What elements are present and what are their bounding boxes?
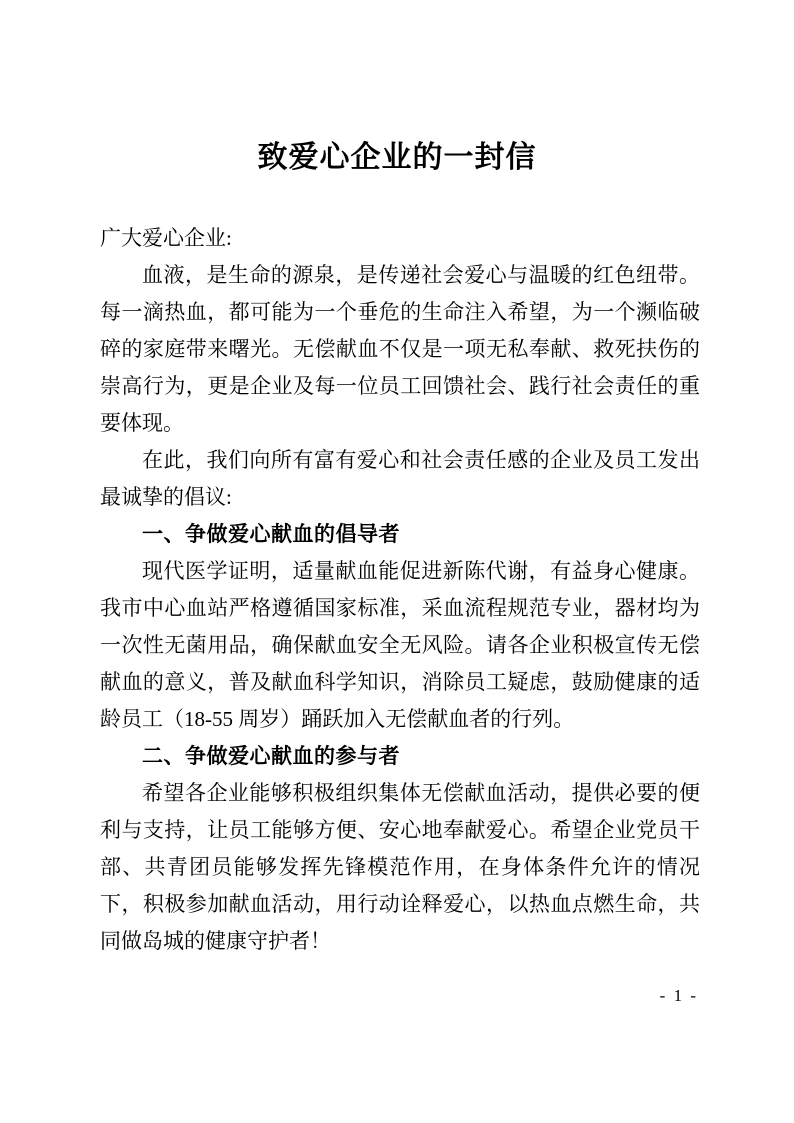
document-body [100,220,700,960]
paragraph-proposal-lead: 在此，我们向所有富有爱心和社会责任感的企业及员工发出最诚挚的倡议: [100,448,700,509]
paragraph-section-1: 现代医学证明，适量献血能促进新陈代谢，有益身心健康。我市中心血站严格遵循国家标准，采血流程规范专业，器材均为一次性无菌用品，确保献血安全无风险。请各企业积极宣传无偿献血的意义，普及献血科学知识，消除员工疑虑，鼓励健康的适龄员工（18-55 周岁）踊跃加入无偿献血者的行列。 [100,559,700,731]
salutation: 广大爱心企业: [100,226,232,250]
paragraph-section-2: 希望各企业能够积极组织集体无偿献血活动，提供必要的便利与支持，让员工能够方便、安心地奉献爱心。希望企业党员干部、共青团员能够发挥先锋模范作用，在身体条件允许的情况下，积极参加献血活动，用行动诠释爱心，以热血点燃生命，共同做岛城的健康守护者！ [100,781,700,953]
section-heading-2: 二、争做爱心献血的参与者 [142,745,400,768]
section-heading-1: 一、争做爱心献血的倡导者 [142,523,400,546]
document-title: 致爱心企业的一封信 [257,141,537,174]
page-number: - 1 - [659,986,698,1005]
paragraph-intro: 血液，是生命的源泉，是传递社会爱心与温暖的红色纽带。每一滴热血，都可能为一个垂危的生命注入希望，为一个濒临破碎的家庭带来曙光。无偿献血不仅是一项无私奉献、救死扶伤的崇高行为，更是企业及每一位员工回馈社会、践行社会责任的重要体现。 [100,263,700,435]
